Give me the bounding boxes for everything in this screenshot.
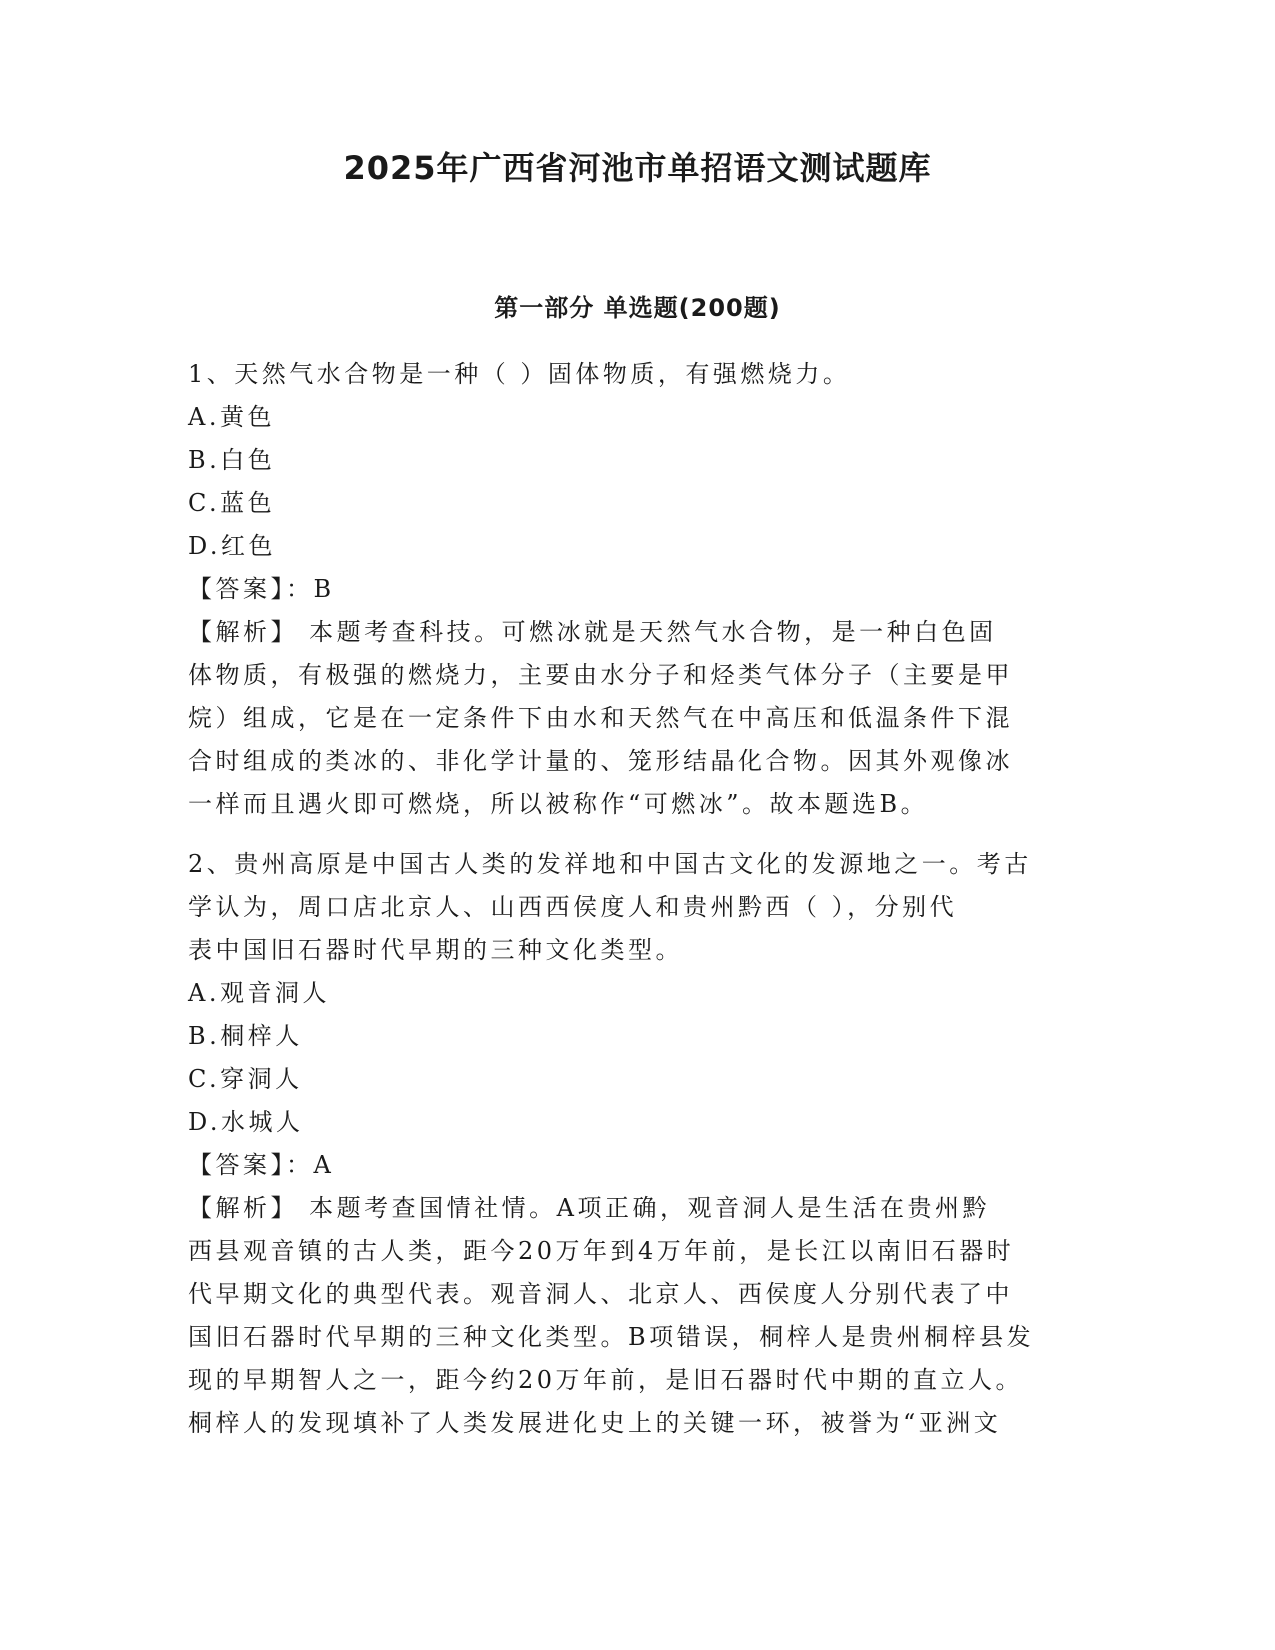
page-title: 2025年广西省河池市单招语文测试题库 (343, 149, 932, 187)
analysis-line: 西县观音镇的古人类，距今20万年到4万年前，是长江以南旧石器时 (188, 1237, 1015, 1265)
answer-line: 【答案】：A (188, 1151, 335, 1179)
option-b: B.桐梓人 (188, 1022, 303, 1050)
answer-line: 【答案】：B (188, 575, 335, 603)
question-2 (188, 843, 1073, 1445)
option-a: A.观音洞人 (188, 979, 330, 1007)
option-b: B.白色 (188, 446, 276, 474)
analysis-line: 现的早期智人之一，距今约20万年前，是旧石器时代中期的直立人。 (188, 1366, 1024, 1394)
analysis-line: 桐梓人的发现填补了人类发展进化史上的关键一环，被誉为“亚洲文 (188, 1409, 1002, 1437)
option-c: C.穿洞人 (188, 1065, 303, 1093)
question-stem: 1、天然气水合物是一种（ ）固体物质，有强燃烧力。 (188, 360, 851, 388)
analysis-line: 代早期文化的典型代表。观音洞人、北京人、西侯度人分别代表了中 (188, 1280, 1013, 1308)
question-stem: 学认为，周口店北京人、山西西侯度人和贵州黔西（ ），分别代 (188, 893, 958, 921)
option-a: A.黄色 (188, 403, 275, 431)
analysis-line: 合时组成的类冰的、非化学计量的、笼形结晶化合物。因其外观像冰 (188, 747, 1013, 775)
analysis-line: 一样而且遇火即可燃烧，所以被称作“可燃冰”。故本题选B。 (188, 790, 929, 818)
question-1 (188, 353, 1073, 826)
analysis-line: 国旧石器时代早期的三种文化类型。B项错误，桐梓人是贵州桐梓县发 (188, 1323, 1035, 1351)
analysis-line: 烷）组成，它是在一定条件下由水和天然气在中高压和低温条件下混 (188, 704, 1013, 732)
option-d: D.水城人 (188, 1108, 304, 1136)
question-list (188, 353, 1073, 1445)
option-c: C.蓝色 (188, 489, 276, 517)
analysis-line: 体物质，有极强的燃烧力，主要由水分子和烃类气体分子（主要是甲 (188, 661, 1013, 689)
analysis-line: 【解析】 本题考查国情社情。A项正确，观音洞人是生活在贵州黔 (188, 1194, 990, 1222)
analysis-line: 【解析】 本题考查科技。可燃冰就是天然气水合物，是一种白色固 (188, 618, 997, 646)
question-stem: 表中国旧石器时代早期的三种文化类型。 (188, 936, 683, 964)
option-d: D.红色 (188, 532, 277, 560)
question-stem: 2、贵州高原是中国古人类的发祥地和中国古文化的发源地之一。考古 (188, 850, 1032, 878)
section-title: 第一部分 单选题(200题) (494, 294, 781, 322)
